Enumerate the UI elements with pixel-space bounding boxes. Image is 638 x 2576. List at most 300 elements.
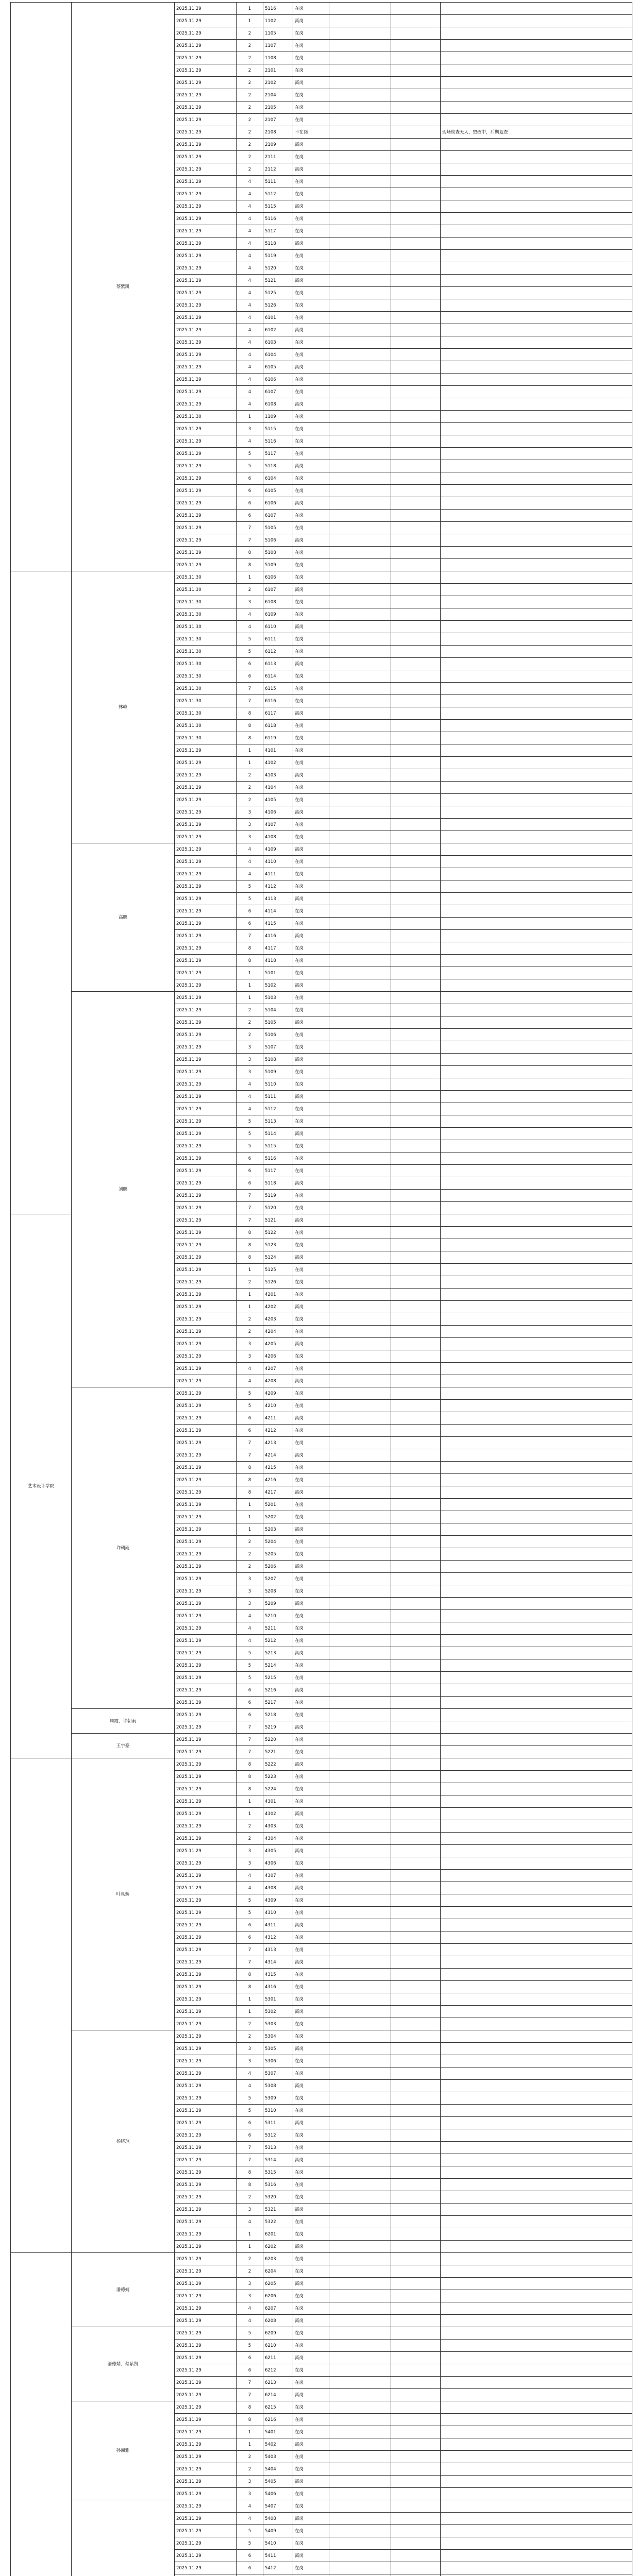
room-cell: 5118 (263, 460, 293, 472)
blank-cell (391, 1177, 441, 1190)
period-cell: 7 (237, 1202, 263, 1214)
note-cell (441, 1894, 632, 1907)
status-cell: 在岗 (293, 782, 329, 794)
blank-cell (391, 918, 441, 930)
blank-cell (391, 2401, 441, 2414)
period-cell: 6 (237, 1177, 263, 1190)
note-cell (441, 374, 632, 386)
room-cell: 4212 (263, 1425, 293, 1437)
status-cell: 离岗 (293, 769, 329, 782)
date-cell: 2025.11.29 (175, 3, 237, 15)
period-cell: 4 (237, 299, 263, 312)
blank-cell (329, 2438, 391, 2451)
blank-cell (391, 2216, 441, 2228)
status-cell: 离岗 (293, 2006, 329, 2018)
blank-cell (329, 1054, 391, 1066)
date-cell: 2025.11.29 (175, 1647, 237, 1659)
status-cell: 在岗 (293, 176, 329, 188)
date-cell: 2025.11.29 (175, 200, 237, 213)
period-cell: 3 (237, 819, 263, 831)
period-cell: 4 (237, 1363, 263, 1375)
room-cell: 5120 (263, 262, 293, 275)
blank-cell (391, 1462, 441, 1474)
blank-cell (329, 1610, 391, 1622)
blank-cell (391, 1227, 441, 1239)
status-cell: 在岗 (293, 1437, 329, 1449)
blank-cell (391, 1449, 441, 1462)
date-cell: 2025.11.29 (175, 2030, 237, 2043)
date-cell: 2025.11.29 (175, 930, 237, 942)
period-cell: 1 (237, 1993, 263, 2006)
blank-cell (329, 1425, 391, 1437)
blank-cell (391, 596, 441, 608)
date-cell: 2025.11.29 (175, 151, 237, 163)
blank-cell (329, 1573, 391, 1585)
date-cell: 2025.11.29 (175, 1264, 237, 1276)
status-cell: 在岗 (293, 744, 329, 757)
status-cell: 离岗 (293, 2513, 329, 2525)
date-cell: 2025.11.29 (175, 1326, 237, 1338)
date-cell: 2025.11.29 (175, 101, 237, 114)
blank-cell (329, 2364, 391, 2377)
room-cell: 4108 (263, 831, 293, 843)
blank-cell (391, 497, 441, 510)
date-cell: 2025.11.29 (175, 1672, 237, 1684)
blank-cell (329, 1289, 391, 1301)
blank-cell (391, 1214, 441, 1227)
room-cell: 5108 (263, 547, 293, 559)
period-cell: 6 (237, 1165, 263, 1177)
room-cell: 6108 (263, 596, 293, 608)
room-cell: 4101 (263, 744, 293, 757)
blank-cell (329, 225, 391, 238)
room-cell: 2111 (263, 151, 293, 163)
room-cell: 4205 (263, 1338, 293, 1350)
date-cell: 2025.11.29 (175, 324, 237, 336)
period-cell: 4 (237, 435, 263, 448)
date-cell: 2025.11.29 (175, 1610, 237, 1622)
blank-cell (391, 1944, 441, 1956)
date-cell: 2025.11.29 (175, 1437, 237, 1449)
room-cell: 5116 (263, 1153, 293, 1165)
note-cell (441, 1647, 632, 1659)
period-cell: 2 (237, 2018, 263, 2030)
note-cell (441, 336, 632, 349)
date-cell: 2025.11.29 (175, 1919, 237, 1931)
note-cell (441, 522, 632, 534)
status-cell: 在岗 (293, 1029, 329, 1041)
date-cell: 2025.11.29 (175, 2525, 237, 2537)
status-cell: 离岗 (293, 1758, 329, 1771)
blank-cell (329, 2055, 391, 2067)
note-cell (441, 1882, 632, 1894)
status-cell: 离岗 (293, 200, 329, 213)
date-cell: 2025.11.29 (175, 1684, 237, 1697)
note-cell (441, 1548, 632, 1561)
status-cell: 在岗 (293, 596, 329, 608)
blank-cell (329, 1981, 391, 1993)
room-cell: 5125 (263, 287, 293, 299)
room-cell: 4315 (263, 1969, 293, 1981)
blank-cell (391, 2265, 441, 2278)
blank-cell (391, 1066, 441, 1078)
status-cell: 在岗 (293, 2562, 329, 2574)
date-cell: 2025.11.29 (175, 782, 237, 794)
period-cell: 8 (237, 559, 263, 571)
date-cell: 2025.11.29 (175, 955, 237, 967)
status-cell: 在岗 (293, 2302, 329, 2315)
period-cell: 6 (237, 1919, 263, 1931)
note-cell (441, 1585, 632, 1598)
room-cell: 4112 (263, 880, 293, 893)
status-cell: 在岗 (293, 1499, 329, 1511)
period-cell: 6 (237, 905, 263, 918)
room-cell: 5112 (263, 1103, 293, 1115)
note-cell (441, 992, 632, 1004)
note-cell (441, 646, 632, 658)
room-cell: 5118 (263, 238, 293, 250)
date-cell: 2025.11.29 (175, 188, 237, 200)
blank-cell (391, 2426, 441, 2438)
note-cell (441, 2080, 632, 2092)
period-cell: 5 (237, 893, 263, 905)
blank-cell (329, 2562, 391, 2574)
blank-cell (329, 2265, 391, 2278)
blank-cell (329, 1511, 391, 1523)
blank-cell (329, 485, 391, 497)
note-cell (441, 2278, 632, 2290)
date-cell: 2025.11.29 (175, 856, 237, 868)
teacher-cell (72, 2500, 175, 2576)
blank-cell (329, 2105, 391, 2117)
note-cell (441, 2500, 632, 2513)
status-cell: 在岗 (293, 1326, 329, 1338)
blank-cell (329, 2006, 391, 2018)
period-cell: 4 (237, 200, 263, 213)
room-cell: 4202 (263, 1301, 293, 1313)
blank-cell (329, 1078, 391, 1091)
status-cell: 在岗 (293, 1969, 329, 1981)
period-cell: 2 (237, 2463, 263, 2476)
room-cell: 5112 (263, 188, 293, 200)
date-cell: 2025.11.29 (175, 275, 237, 287)
date-cell: 2025.11.29 (175, 2476, 237, 2488)
blank-cell (391, 176, 441, 188)
blank-cell (391, 1647, 441, 1659)
date-cell: 2025.11.29 (175, 2414, 237, 2426)
status-cell: 离岗 (293, 1919, 329, 1931)
blank-cell (329, 1128, 391, 1140)
room-cell: 5218 (263, 1709, 293, 1721)
date-cell: 2025.11.29 (175, 2043, 237, 2055)
date-cell: 2025.11.29 (175, 262, 237, 275)
period-cell (237, 2574, 263, 2576)
date-cell: 2025.11.29 (175, 918, 237, 930)
period-cell: 1 (237, 1523, 263, 1536)
room-cell: 1105 (263, 27, 293, 40)
period-cell: 5 (237, 2537, 263, 2550)
room-cell: 5307 (263, 2067, 293, 2080)
blank-cell (391, 2476, 441, 2488)
blank-cell (329, 126, 391, 139)
note-cell (441, 670, 632, 683)
blank-cell (329, 1474, 391, 1486)
note-cell (441, 1870, 632, 1882)
note-cell (441, 114, 632, 126)
period-cell: 7 (237, 695, 263, 707)
status-cell: 在岗 (293, 27, 329, 40)
blank-cell (329, 386, 391, 398)
note-cell (441, 769, 632, 782)
status-cell: 在岗 (293, 1153, 329, 1165)
note-cell (441, 2030, 632, 2043)
room-cell: 5405 (263, 2476, 293, 2488)
note-cell (441, 831, 632, 843)
blank-cell (391, 1734, 441, 1746)
status-cell: 在岗 (293, 2401, 329, 2414)
date-cell: 2025.11.29 (175, 114, 237, 126)
room-cell: 2104 (263, 89, 293, 101)
note-cell (441, 559, 632, 571)
blank-cell (329, 188, 391, 200)
status-cell: 离岗 (293, 2476, 329, 2488)
blank-cell (391, 955, 441, 967)
blank-cell (391, 2574, 441, 2576)
note-cell (441, 435, 632, 448)
status-cell: 在岗 (293, 114, 329, 126)
blank-cell (329, 2129, 391, 2142)
date-cell: 2025.11.29 (175, 769, 237, 782)
date-cell: 2025.11.29 (175, 1412, 237, 1425)
room-cell: 5209 (263, 1598, 293, 1610)
period-cell: 4 (237, 398, 263, 411)
period-cell: 5 (237, 2340, 263, 2352)
date-cell: 2025.11.29 (175, 2327, 237, 2340)
blank-cell (329, 1091, 391, 1103)
blank-cell (391, 1029, 441, 1041)
blank-cell (391, 633, 441, 646)
department-cell (11, 571, 72, 1214)
blank-cell (391, 1758, 441, 1771)
blank-cell (391, 843, 441, 856)
blank-cell (329, 967, 391, 979)
note-cell (441, 942, 632, 955)
status-cell: 在岗 (293, 1981, 329, 1993)
note-cell (441, 1462, 632, 1474)
note-cell (441, 1672, 632, 1684)
period-cell: 2 (237, 794, 263, 806)
date-cell: 2025.11.29 (175, 1771, 237, 1783)
blank-cell (391, 2204, 441, 2216)
date-cell: 2025.11.29 (175, 1907, 237, 1919)
note-cell (441, 1425, 632, 1437)
blank-cell (329, 2389, 391, 2401)
note-cell (441, 64, 632, 77)
blank-cell (391, 1004, 441, 1016)
department-cell (11, 1758, 72, 2253)
table-row (11, 571, 632, 584)
date-cell: 2025.11.30 (175, 720, 237, 732)
blank-cell (391, 435, 441, 448)
blank-cell (391, 1635, 441, 1647)
note-cell (441, 2204, 632, 2216)
note-cell (441, 1993, 632, 2006)
blank-cell (391, 1610, 441, 1622)
blank-cell (391, 732, 441, 744)
status-cell: 在岗 (293, 1857, 329, 1870)
blank-cell (391, 1672, 441, 1684)
period-cell: 1 (237, 1808, 263, 1820)
period-cell: 5 (237, 1647, 263, 1659)
status-cell: 在岗 (293, 559, 329, 571)
period-cell: 8 (237, 707, 263, 720)
date-cell: 2025.11.30 (175, 596, 237, 608)
room-cell: 5103 (263, 992, 293, 1004)
blank-cell (329, 1907, 391, 1919)
blank-cell (391, 398, 441, 411)
period-cell: 2 (237, 1536, 263, 1548)
date-cell: 2025.11.29 (175, 942, 237, 955)
blank-cell (329, 1808, 391, 1820)
note-cell (441, 163, 632, 176)
blank-cell (329, 52, 391, 64)
blank-cell (391, 868, 441, 880)
blank-cell (391, 819, 441, 831)
blank-cell (391, 1239, 441, 1251)
date-cell: 2025.11.29 (175, 1561, 237, 1573)
status-cell: 在岗 (293, 2265, 329, 2278)
status-cell: 在岗 (293, 64, 329, 77)
period-cell: 8 (237, 942, 263, 955)
room-cell: 4314 (263, 1956, 293, 1969)
status-cell: 在岗 (293, 1771, 329, 1783)
teacher-cell: 杨晓琼 (72, 2030, 175, 2253)
blank-cell (329, 955, 391, 967)
status-cell: 在岗 (293, 732, 329, 744)
blank-cell (391, 1115, 441, 1128)
room-cell: 1109 (263, 411, 293, 423)
note-cell (441, 1227, 632, 1239)
blank-cell (329, 1659, 391, 1672)
period-cell: 7 (237, 2389, 263, 2401)
blank-cell (329, 374, 391, 386)
blank-cell (329, 2080, 391, 2092)
date-cell: 2025.11.29 (175, 2055, 237, 2067)
note-cell (441, 596, 632, 608)
status-cell: 离岗 (293, 1251, 329, 1264)
blank-cell (329, 1845, 391, 1857)
blank-cell (329, 2142, 391, 2154)
note-cell (441, 299, 632, 312)
blank-cell (329, 1709, 391, 1721)
date-cell: 2025.11.29 (175, 893, 237, 905)
blank-cell (329, 2414, 391, 2426)
room-cell: 5115 (263, 200, 293, 213)
date-cell (175, 2574, 237, 2576)
blank-cell (329, 1165, 391, 1177)
blank-cell (391, 460, 441, 472)
note-cell (441, 1103, 632, 1115)
note-cell (441, 411, 632, 423)
date-cell: 2025.11.29 (175, 2278, 237, 2290)
note-cell (441, 485, 632, 497)
period-cell: 7 (237, 1956, 263, 1969)
note-cell (441, 2253, 632, 2265)
status-cell: 在岗 (293, 1363, 329, 1375)
note-cell (441, 1684, 632, 1697)
status-cell: 在岗 (293, 2537, 329, 2550)
blank-cell (329, 794, 391, 806)
date-cell: 2025.11.29 (175, 2142, 237, 2154)
note-cell (441, 707, 632, 720)
blank-cell (329, 64, 391, 77)
status-cell: 在岗 (293, 423, 329, 435)
period-cell: 8 (237, 1981, 263, 1993)
period-cell: 4 (237, 1870, 263, 1882)
blank-cell (329, 510, 391, 522)
blank-cell (329, 2302, 391, 2315)
status-cell: 在岗 (293, 1115, 329, 1128)
room-cell: 4211 (263, 1412, 293, 1425)
blank-cell (391, 2154, 441, 2166)
date-cell: 2025.11.29 (175, 163, 237, 176)
blank-cell (391, 1783, 441, 1795)
date-cell: 2025.11.29 (175, 2426, 237, 2438)
room-cell: 4313 (263, 1944, 293, 1956)
status-cell: 在岗 (293, 225, 329, 238)
note-cell (441, 1758, 632, 1771)
room-cell: 6114 (263, 670, 293, 683)
period-cell: 6 (237, 1709, 263, 1721)
period-cell: 2 (237, 1029, 263, 1041)
blank-cell (391, 2364, 441, 2377)
blank-cell (391, 225, 441, 238)
status-cell: 离岗 (293, 2438, 329, 2451)
blank-cell (329, 1969, 391, 1981)
note-cell (441, 1635, 632, 1647)
period-cell: 4 (237, 336, 263, 349)
period-cell: 8 (237, 1771, 263, 1783)
period-cell: 8 (237, 2179, 263, 2191)
blank-cell (391, 2092, 441, 2105)
status-cell: 离岗 (293, 2352, 329, 2364)
blank-cell (391, 2562, 441, 2574)
period-cell: 4 (237, 2067, 263, 2080)
blank-cell (329, 596, 391, 608)
blank-cell (391, 757, 441, 769)
period-cell: 3 (237, 1585, 263, 1598)
status-cell: 离岗 (293, 1486, 329, 1499)
blank-cell (391, 2550, 441, 2562)
date-cell: 2025.11.29 (175, 2204, 237, 2216)
date-cell: 2025.11.29 (175, 1313, 237, 1326)
note-cell (441, 547, 632, 559)
blank-cell (329, 633, 391, 646)
blank-cell (329, 27, 391, 40)
blank-cell (391, 1721, 441, 1734)
blank-cell (391, 52, 441, 64)
room-cell: 5224 (263, 1783, 293, 1795)
period-cell: 4 (237, 349, 263, 361)
date-cell: 2025.11.29 (175, 1054, 237, 1066)
note-cell (441, 1350, 632, 1363)
note-cell (441, 1746, 632, 1758)
room-cell: 4214 (263, 1449, 293, 1462)
date-cell: 2025.11.29 (175, 1882, 237, 1894)
date-cell: 2025.11.29 (175, 2290, 237, 2302)
date-cell: 2025.11.29 (175, 1041, 237, 1054)
status-cell: 在岗 (293, 2191, 329, 2204)
